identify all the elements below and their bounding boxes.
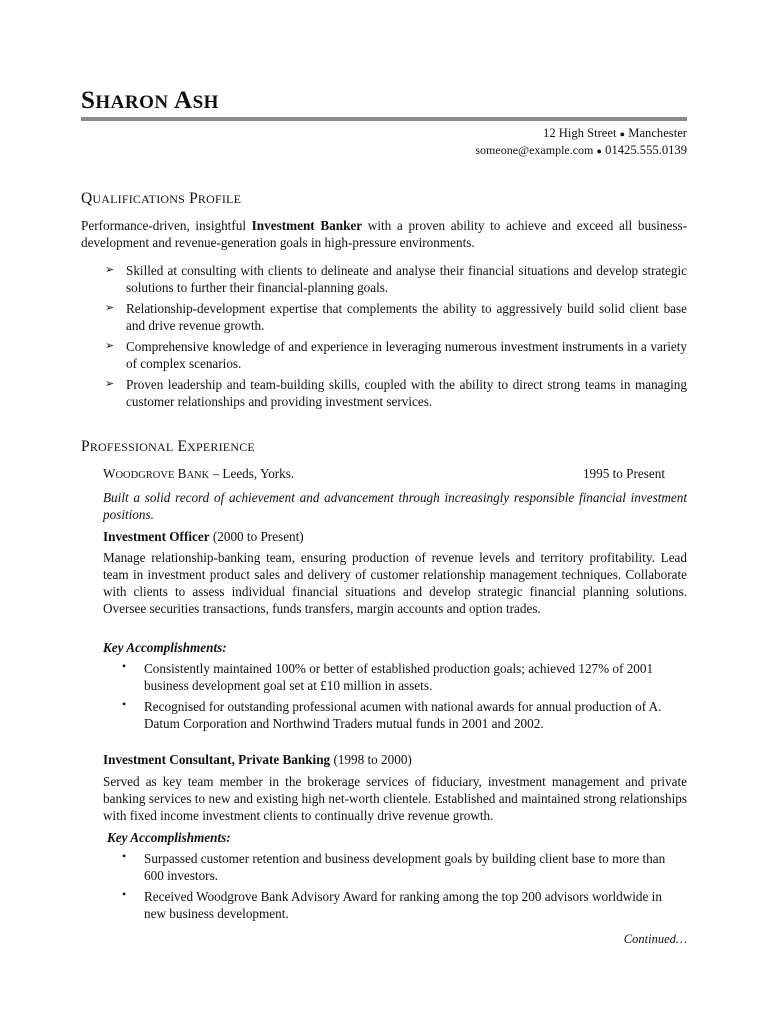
company-dates: 1995 to Present [582, 466, 665, 481]
separator-dot: ● [596, 146, 602, 156]
role-title: Investment Officer (2000 to Present) [103, 529, 304, 544]
role-title: Investment Consultant, Private Banking (1998 to 2000) [103, 752, 412, 767]
accomplishments-list [103, 660, 687, 736]
arrow-bullet-icon: ➢ [105, 378, 115, 390]
header-divider [81, 117, 687, 121]
email: someone@example.com [475, 143, 594, 157]
continued-note: Continued… [623, 932, 687, 946]
list-item: ➢ Skilled at consulting with clients to delineate and analyse their financial situations and develop strategic solutions to further their financial-planning goals. [105, 263, 687, 295]
list-item: • Consistently maintained 100% or better of established production goals; achieved 127% of 2001 business development goal set at £10 million in assets. [122, 659, 654, 693]
list-item: ➢ Comprehensive knowledge of and experience in leveraging numerous investment instruments in a variety of complex scenarios. [105, 339, 687, 371]
company-name: WOODGROVE BANK – Leeds, Yorks. [103, 466, 295, 481]
role-description: Manage relationship-banking team, ensuring production of revenue levels and territory profitability. Lead team in investment product sales and delivery of customer relationship management techniques. Collaborate with clients to assess individual financial situations and develop strategic financial planning solutions. Oversee securities transactions, funds transfers, margin accounts and option trades. [103, 550, 687, 616]
contact-info [475, 125, 687, 159]
dot-bullet-icon: • [122, 849, 127, 863]
section-title-qualifications: QUALIFICATIONS PROFILE [81, 190, 242, 207]
address-line: 12 High Street ● Manchester [543, 126, 687, 140]
accomplishments-list [103, 850, 687, 926]
company-summary: Built a solid record of achievement and advancement through increasingly responsible financial investment positions. [103, 490, 687, 522]
section-title-experience: PROFESSIONAL EXPERIENCE [81, 438, 255, 455]
arrow-bullet-icon: ➢ [105, 264, 115, 276]
accomplishments-label: Key Accomplishments: [103, 640, 227, 655]
dot-bullet-icon: • [122, 697, 127, 711]
accomplishments-label: Key Accomplishments: [107, 830, 231, 845]
list-item: ➢ Relationship-development expertise that complements the ability to aggressively build solid client base and drive revenue growth. [105, 301, 687, 333]
role-description: Served as key team member in the brokerage services of fiduciary, investment management and private banking services to new and existing high net-worth clientele. Established and maintained strong relationships with fixed income investment clients to continually drive revenue growth. [103, 774, 687, 823]
phone: 01425.555.0139 [605, 143, 687, 157]
qualifications-intro: Performance-driven, insightful Investment Banker with a proven ability to achieve and exceed all business-development and revenue-generation goals in high-pressure environments. [81, 218, 687, 250]
dot-bullet-icon: • [122, 887, 127, 901]
company-heading [103, 465, 665, 484]
list-item: • Recognised for outstanding professional acumen with national awards for annual production of A. Datum Corporation and Northwind Traders mutual funds in 2001 and 2002. [122, 697, 662, 731]
dot-bullet-icon: • [122, 659, 127, 673]
list-item: • Surpassed customer retention and business development goals by building client base to more than 600 investors. [122, 849, 666, 883]
candidate-name: SHARON ASH [81, 87, 219, 114]
list-item: • Received Woodgrove Bank Advisory Award for ranking among the top 200 advisors worldwide in new business development. [122, 887, 662, 921]
arrow-bullet-icon: ➢ [105, 302, 115, 314]
qualifications-list [81, 262, 687, 414]
email-phone-line [475, 142, 687, 159]
separator-dot: ● [619, 129, 626, 139]
list-item: ➢ Proven leadership and team-building skills, coupled with the ability to direct strong teams in managing customer relationships and providing investment services. [105, 377, 687, 409]
arrow-bullet-icon: ➢ [105, 340, 115, 352]
